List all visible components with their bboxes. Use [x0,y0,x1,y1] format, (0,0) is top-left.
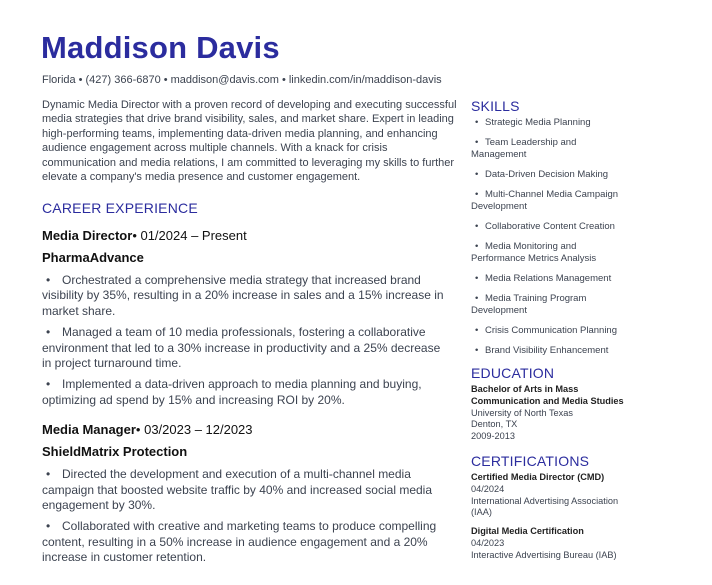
skill-item [471,345,631,357]
bullet-item [42,273,450,319]
skill-text: Strategic Media Planning [485,117,591,128]
bullet-icon: • [475,117,479,128]
contact-line [42,74,442,86]
location: Florida [42,74,76,86]
job-dates: • 03/2023 – 12/2023 [135,422,253,438]
bullet-icon: • [46,467,51,482]
separator: • [163,74,168,86]
education-heading: EDUCATION [471,365,555,381]
job-bullets [42,467,450,565]
bullet-icon: • [475,345,479,356]
linkedin-link[interactable]: linkedin.com/in/maddison-davis [288,74,442,86]
bullet-icon: • [475,241,479,252]
certification-name: Digital Media Certification [471,526,584,537]
bullet-icon: • [475,273,479,284]
skill-item [471,293,631,317]
skill-text: Data-Driven Decision Making [485,169,609,180]
skill-text: Team Leadership and Management [471,137,577,160]
bullet-text: Collaborated with creative and marketing teams to produce compelling content, resulting in a 50% increase in audience engagement and a 20% increase in customer retention. [42,519,437,565]
skill-text: Collaborative Content Creation [485,221,615,232]
bullet-item [42,377,450,408]
certification-item [471,472,631,519]
education-dates: 2009-2013 [471,431,515,442]
skill-text: Crisis Communication Planning [485,325,617,336]
experience-heading: CAREER EXPERIENCE [42,200,198,216]
bullet-icon: • [46,273,51,287]
bullet-item [42,519,450,565]
bullet-icon: • [475,293,479,304]
skill-item [471,221,631,233]
skill-item [471,117,631,129]
skill-text: Media Monitoring and Performance Metrics Analysis [471,241,597,264]
summary: Dynamic Media Director with a proven record of developing and executing successful media strategies that drive brand visibility, sales, and market share. Expert in leading high-performing teams, implementing data-driven media planning, and enhancing audience engagement across multiple channels. With a knack for crisis communication and media relations, I am committed to leveraging my skills to further elevate a company's media presence and customer engagement. [42,99,457,184]
skill-item [471,189,631,213]
certification-date: 04/2023 [471,537,505,548]
skills-list [471,117,631,357]
certification-issuer: Interactive Advertising Bureau (IAB) [471,549,617,560]
bullet-icon: • [46,519,51,534]
job-title: Media Director [42,228,133,243]
bullet-icon: • [475,325,479,336]
bullet-text: Managed a team of 10 media professionals, fostering a collaborative environment that led to a 30% increase in productivity and a 25% decrease in project turnaround time. [42,325,441,371]
company-name: PharmaAdvance [42,250,144,265]
separator: • [78,74,83,86]
bullet-text: Implemented a data-driven approach to media planning and buying, optimizing ad spend by 15% and increasing ROI by 20%. [42,377,422,407]
separator: • [281,74,286,86]
job-entry [42,422,462,565]
skill-item [471,273,631,285]
job-bullets [42,273,450,408]
skill-text: Brand Visibility Enhancement [485,345,609,356]
bullet-icon: • [475,169,479,180]
job-title: Media Manager [42,422,136,438]
bullet-text: Directed the development and execution of a multi-channel media campaign that boosted website traffic by 40% and increased social media engagement by 30%. [42,467,433,513]
bullet-text: Orchestrated a comprehensive media strategy that increased brand visibility by 35%, resulting in a 20% increase in sales and a 15% increase in market share. [42,273,444,318]
skills-heading: SKILLS [471,98,520,114]
job-dates: • 01/2024 – Present [132,228,247,243]
school-location: Denton, TX [471,419,518,430]
phone: (427) 366-6870 [85,74,161,86]
certifications-heading: CERTIFICATIONS [471,452,590,469]
job-title-line [42,228,462,243]
job-title-line [42,422,462,437]
bullet-item [42,325,450,371]
degree: Bachelor of Arts in Mass Communication and Media Studies [471,384,624,406]
skill-item [471,325,631,337]
job-entry [42,228,462,408]
education-section [471,365,631,443]
skill-item [471,137,631,161]
certification-name: Certified Media Director (CMD) [471,471,605,482]
email-link[interactable]: maddison@davis.com [170,74,279,86]
skill-item [471,241,631,265]
certification-item [471,526,631,561]
bullet-icon: • [46,325,51,340]
sidebar [471,98,631,569]
certifications-section [471,453,631,562]
bullet-item [42,467,450,513]
experience-section [42,200,462,580]
company-name: ShieldMatrix Protection [42,444,188,460]
certification-date: 04/2024 [471,483,505,494]
skill-text: Media Training Program Development [471,293,587,316]
bullet-icon: • [475,137,479,148]
bullet-icon: • [46,377,51,392]
bullet-icon: • [475,221,479,232]
skill-text: Media Relations Management [485,273,612,284]
certification-issuer: International Advertising Association (IAA) [471,495,619,518]
bullet-icon: • [475,189,479,200]
skill-text: Multi-Channel Media Campaign Development [471,189,619,212]
skill-item [471,169,631,181]
school: University of North Texas [471,407,573,418]
resume-name: Maddison Davis [41,30,280,65]
